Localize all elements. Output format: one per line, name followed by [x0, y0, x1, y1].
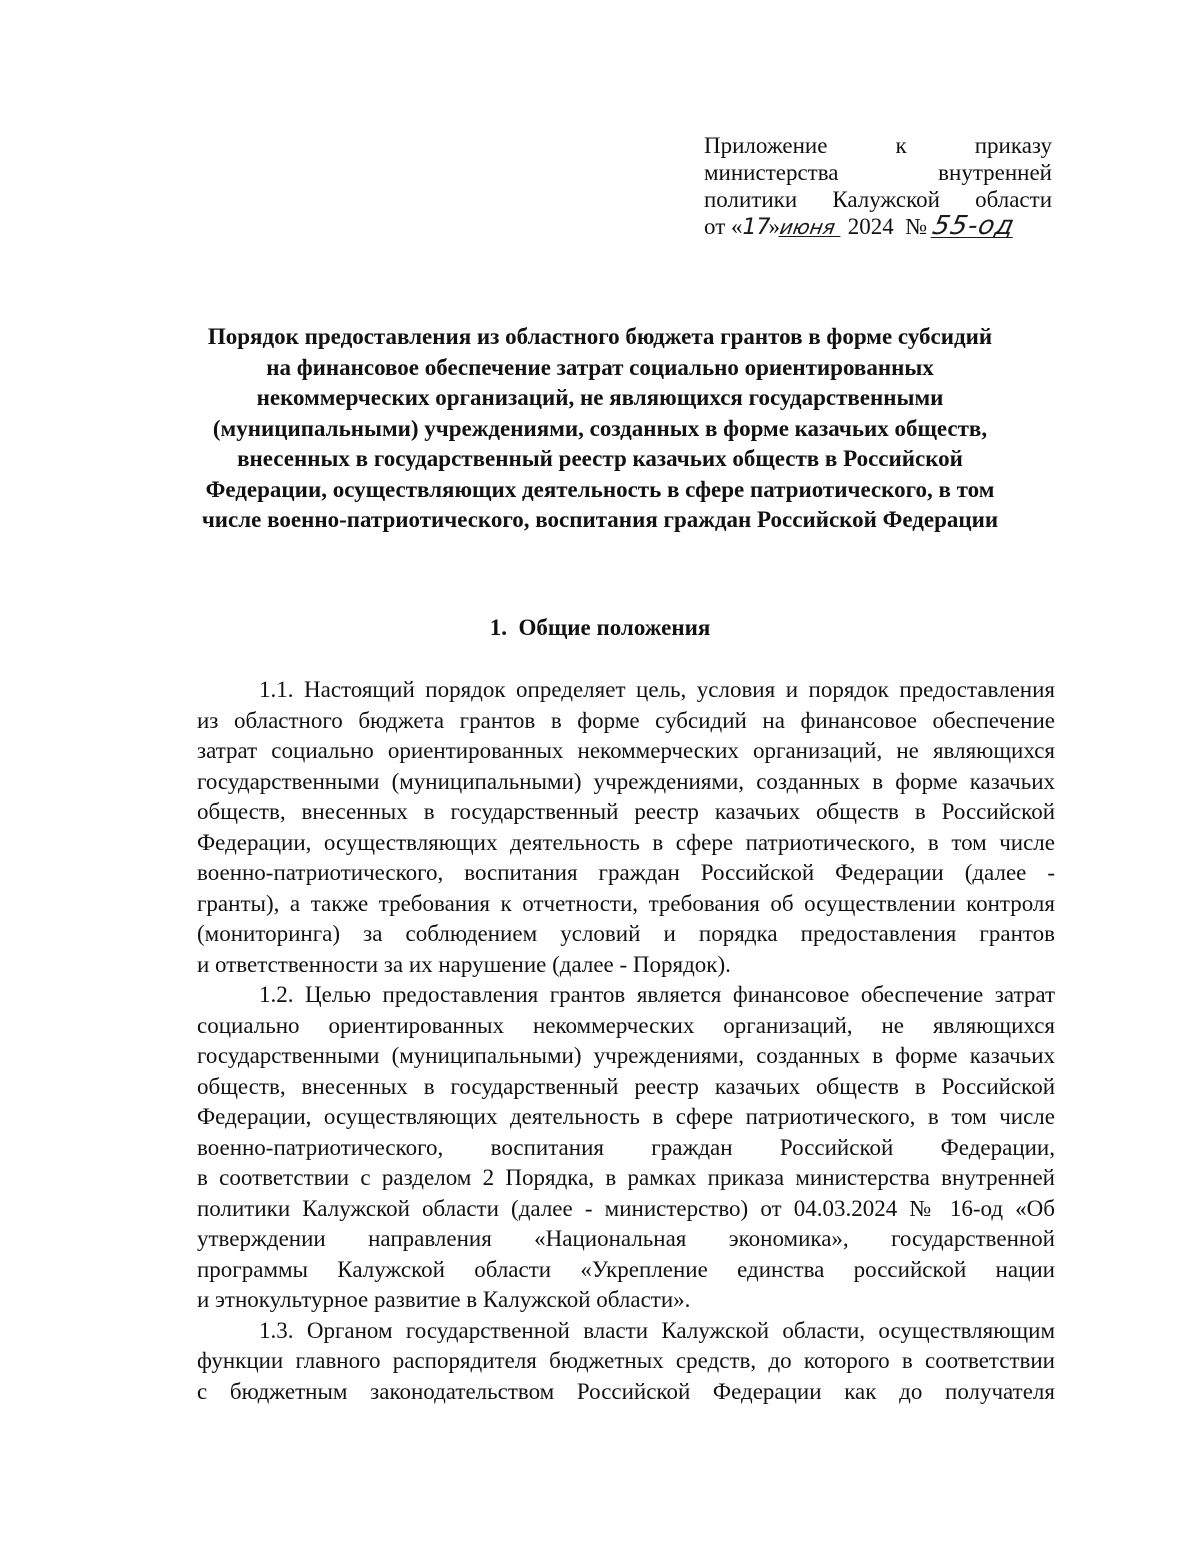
number-sign: №: [905, 214, 928, 239]
text-line: (мониторинга) за соблюдением условий и порядка предоставления грантов: [197, 921, 1055, 946]
section-heading-text: Общие положения: [518, 615, 711, 640]
title-line: внесенных в государственный реестр казачьих обществ в Российской: [237, 446, 963, 471]
text-line: с бюджетным законодательством Российской Федерации как до получателя: [197, 1378, 1055, 1404]
appendix-date-line: [704, 213, 1052, 241]
title-line: (муниципальными) учреждениями, созданных в форме казачьих обществ,: [212, 415, 988, 441]
text-line: военно-патриотического, воспитания граждан Российской Федерации,: [197, 1134, 1055, 1160]
title-line: Федерации, осуществляющих деятельность в сфере патриотического, в том: [205, 476, 995, 502]
document-title: [150, 322, 1050, 536]
appendix-line: министерства внутренней: [704, 160, 1052, 185]
text-line: из областного бюджета грантов в форме субсидий на финансовое обеспечение: [197, 707, 1055, 733]
text-line: и этнокультурное развитие в Калужской области».: [197, 1287, 691, 1312]
text-line: и ответственности за их нарушение (далее - Порядок).: [197, 951, 731, 977]
appendix-reference: [704, 132, 1052, 241]
text-line: обществ, внесенных в государственный реестр казачьих обществ в Российской: [197, 1073, 1055, 1099]
paragraph-1-3: [197, 1316, 1055, 1408]
text-line: 1.3. Органом государственной власти Калужской области, осуществляющим: [259, 1317, 1055, 1343]
handwritten-month: июня: [778, 218, 843, 237]
text-line: функции главного распорядителя бюджетных средств, до которого в соответствии: [197, 1348, 1055, 1373]
text-line: политики Калужской области (далее - министерство) от 04.03.2024 № 16-од «Об: [197, 1195, 1055, 1221]
text-line: программы Калужской области «Укрепление единства российской нации: [197, 1256, 1055, 1282]
paragraph-1-1: [197, 675, 1055, 980]
text-line: обществ, внесенных в государственный реестр казачьих обществ в Российской: [197, 799, 1055, 824]
text-line: военно-патриотического, воспитания граждан Российской Федерации (далее -: [197, 860, 1055, 885]
text-line: Федерации, осуществляющих деятельность в сфере патриотического, в том числе: [197, 1104, 1055, 1129]
document-body: [197, 675, 1055, 1407]
text-line: гранты), а также требования к отчетности, требования об осуществлении контроля: [197, 890, 1055, 916]
text-line: 1.1. Настоящий порядок определяет цель, условия и порядок предоставления: [259, 677, 1055, 702]
date-prefix: от «: [704, 214, 743, 239]
text-line: социально ориентированных некоммерческих организаций, не являющихся: [197, 1012, 1055, 1038]
title-line: числе военно-патриотического, воспитания граждан Российской Федерации: [201, 507, 999, 532]
text-line: 1.2. Целью предоставления грантов является финансовое обеспечение затрат: [259, 982, 1055, 1007]
date-year: 2024: [847, 214, 894, 239]
paragraph-1-2: [197, 980, 1055, 1316]
section-heading: [150, 613, 1050, 643]
text-line: государственными (муниципальными) учреждениями, созданных в форме казачьих: [197, 1043, 1055, 1068]
date-mid: »: [768, 214, 780, 239]
section-number: 1.: [489, 615, 507, 640]
appendix-line: политики Калужской области: [704, 187, 1052, 212]
text-line: Федерации, осуществляющих деятельность в сфере патриотического, в том числе: [197, 829, 1055, 855]
appendix-line: Приложение к приказу: [704, 133, 1052, 158]
text-line: затрат социально ориентированных некоммерческих организаций, не являющихся: [197, 738, 1055, 763]
handwritten-order-number: 55-од: [929, 211, 1018, 241]
text-line: государственными (муниципальными) учреждениями, созданных в форме казачьих: [197, 768, 1055, 794]
title-line: Порядок предоставления из областного бюджета грантов в форме субсидий: [207, 324, 993, 349]
title-line: некоммерческих организаций, не являющихся государственными: [256, 385, 944, 410]
text-line: утверждении направления «Национальная экономика», государственной: [197, 1226, 1055, 1251]
text-line: в соответствии с разделом 2 Порядка, в рамках приказа министерства внутренней: [197, 1165, 1055, 1190]
title-line: на финансовое обеспечение затрат социально ориентированных: [266, 354, 934, 380]
handwritten-day: 17: [742, 215, 771, 240]
